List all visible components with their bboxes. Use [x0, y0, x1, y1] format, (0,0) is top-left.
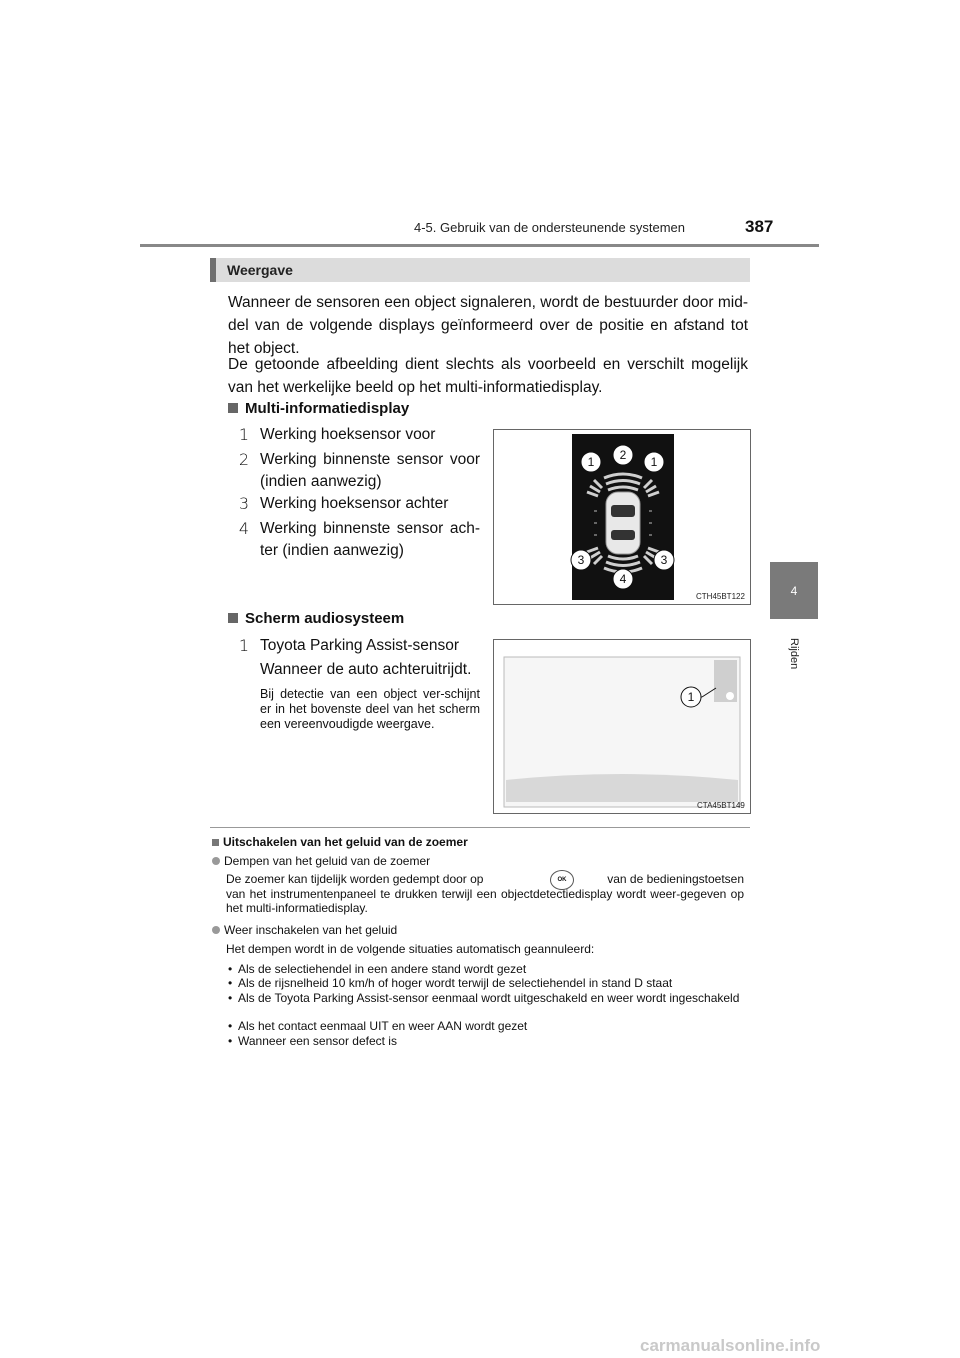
item-number: 2 [238, 450, 250, 469]
audio-heading [228, 610, 404, 627]
notes-sub2-text: Het dempen wordt in de volgende situaties automatisch geannuleerd: [226, 942, 595, 956]
multi-info-heading-text: Multi-informatiedisplay [245, 400, 410, 417]
multi-info-figure [493, 429, 751, 605]
list-item-text: Als de selectiehendel in een andere stand wordt gezet [238, 962, 527, 976]
notes-sub1-text-c: van het instrumentenpaneel te drukken terwijl een objectdetectiedisplay wordt weer-gegeven op het multi-informatiedisplay. [226, 887, 744, 915]
list-item-text: Wanneer een sensor defect is [238, 1034, 397, 1048]
square-bullet-icon [212, 839, 219, 846]
square-bullet-icon [228, 613, 238, 623]
figure-label: 4 [619, 572, 627, 586]
notes-sub2 [212, 923, 397, 937]
section-heading-bar [210, 258, 750, 282]
list-item: • Wanneer een sensor defect is [228, 1034, 397, 1048]
list-item: • Als de selectiehendel in een andere stand wordt gezet [228, 962, 527, 976]
notes-sub1-text: Dempen van het geluid van de zoemer [224, 854, 431, 868]
figure-code: CTH45BT122 [696, 592, 745, 601]
list-item-text: Als de rijsnelheid 10 km/h of hoger wordt terwijl de selectiehendel in stand D staat [238, 976, 673, 990]
item-number: 4 [238, 519, 250, 538]
chapter-label: Rijden [788, 638, 800, 670]
intro-paragraph: Wanneer de sensoren een object signaleren, wordt de bestuurder door mid-del van de volgende displays geïnformeerd over de positie en afstand tot het object. [228, 294, 748, 357]
list-item-text: Als de Toyota Parking Assist-sensor eenmaal wordt uitgeschakeld en weer wordt ingeschakeld [238, 991, 740, 1005]
figure-label: 1 [650, 455, 658, 469]
parking-sensor-diagram [494, 430, 750, 604]
running-header: 4-5. Gebruik van de ondersteunende systemen [414, 220, 686, 235]
notes-sub1-text-a: De zoemer kan tijdelijk worden gedempt door op [226, 872, 484, 886]
chapter-tab [770, 562, 818, 619]
item-text: Toyota Parking Assist-sensor [260, 637, 460, 654]
page-number: 387 [745, 217, 774, 236]
notes-sub1 [212, 854, 430, 868]
notes-sub2-text: Weer inschakelen van het geluid [224, 923, 398, 937]
item-text: Werking binnenste sensor voor (indien aanwezig) [260, 451, 480, 490]
audio-figure [493, 639, 751, 814]
notes-heading [212, 835, 468, 849]
list-item-text: Als het contact eenmaal UIT en weer AAN wordt gezet [238, 1019, 528, 1033]
circle-bullet-icon [212, 926, 220, 934]
audio-heading-text: Scherm audiosysteem [245, 610, 405, 627]
item-subtext: Wanneer de auto achteruitrijdt. [260, 661, 472, 678]
item-text: Werking hoeksensor achter [260, 495, 449, 512]
item-number: 1 [238, 425, 250, 444]
figure-code: CTA45BT149 [697, 801, 745, 810]
figure-label: 3 [577, 553, 585, 567]
chapter-label-box [770, 630, 818, 675]
notes-sub1-text-b: van de bedieningstoetsen [607, 872, 744, 886]
notes-heading-text: Uitschakelen van het geluid van de zoemer [223, 835, 468, 849]
watermark: carmanualsonline.info [640, 1336, 821, 1355]
list-item: • Als de Toyota Parking Assist-sensor eenmaal wordt uitgeschakeld en weer wordt ingeschakeld [228, 991, 740, 1005]
circle-bullet-icon [212, 857, 220, 865]
header-rule [140, 244, 819, 247]
figure-label: 3 [660, 553, 668, 567]
figure-label: 2 [619, 448, 627, 462]
ok-button-icon: OK [550, 870, 574, 890]
item-number: 3 [238, 494, 250, 513]
square-bullet-icon [228, 403, 238, 413]
item-number: 1 [238, 636, 250, 655]
item-text: Werking hoeksensor voor [260, 426, 436, 443]
multi-info-heading [228, 400, 409, 417]
audio-note: Bij detectie van een object ver-schijnt er in het bovenste deel van het scherm een vereenvoudigde weergave. [260, 687, 480, 731]
chapter-number: 4 [790, 583, 798, 598]
item-text: Werking binnenste sensor ach-ter (indien aanwezig) [260, 520, 480, 559]
section-divider [210, 827, 750, 828]
example-paragraph: De getoonde afbeelding dient slechts als voorbeeld en verschilt mogelijk van het werkelijke beeld op het multi-informatiedisplay. [228, 356, 748, 396]
section-title: Weergave [227, 262, 293, 278]
figure-label: 1 [687, 690, 695, 704]
section-stripe [210, 258, 216, 282]
list-item: • Als de rijsnelheid 10 km/h of hoger wordt terwijl de selectiehendel in stand D staat [228, 976, 673, 990]
list-item: • Als het contact eenmaal UIT en weer AAN wordt gezet [228, 1019, 528, 1033]
audio-screen-diagram [494, 640, 750, 813]
figure-label: 1 [587, 455, 595, 469]
